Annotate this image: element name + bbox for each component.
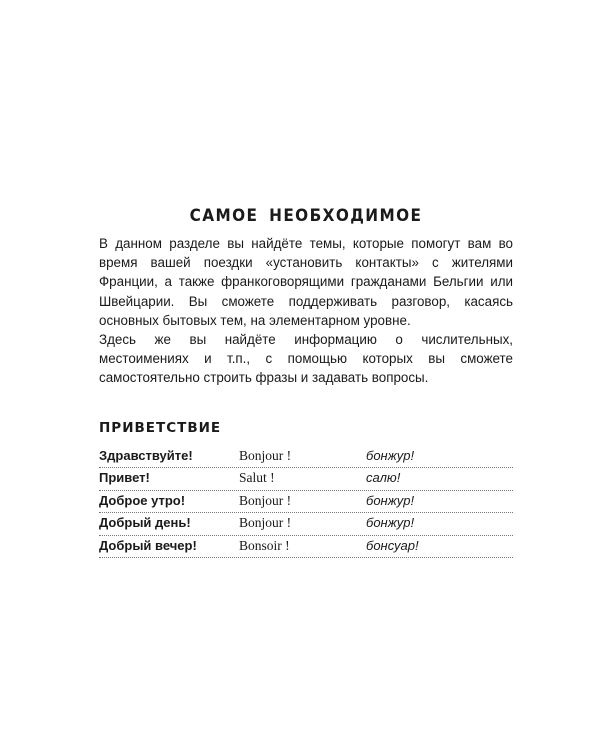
transcription: бонсуар! — [366, 537, 419, 553]
intro-paragraph: Здесь же вы найдёте информацию о числительных, местоимениях и т.п., с помощью которых вы сможете самостоятельно строить фразы и задавать вопросы. — [99, 332, 513, 386]
french-phrase: Bonjour ! — [239, 515, 292, 531]
russian-phrase: Добрый вечер! — [99, 537, 197, 553]
phrase-row — [99, 468, 513, 491]
french-phrase: Salut ! — [239, 470, 275, 486]
transcription: салю! — [366, 470, 401, 486]
french-phrase: Bonsoir ! — [239, 537, 290, 553]
russian-phrase: Привет! — [99, 470, 150, 486]
transcription: бонжур! — [366, 447, 415, 463]
russian-phrase: Доброе утро! — [99, 492, 186, 508]
section-title: САМОЕ НЕОБХОДИМОЕ — [189, 206, 423, 226]
page-content — [99, 205, 513, 558]
intro-paragraph: В данном разделе вы найдёте темы, которые помогут вам во время вашей поездки «установить контакты» с жителями Франции, а также франкоговорящими гражданами Бельгии или Швейцарии. Вы сможете поддерживать разговор, касаясь основных бытовых тем, на элементарном уровне. — [99, 236, 513, 328]
phrase-table — [99, 446, 513, 559]
phrase-row — [99, 536, 513, 559]
phrase-row — [99, 491, 513, 514]
transcription: бонжур! — [366, 515, 415, 531]
transcription: бонжур! — [366, 492, 415, 508]
french-phrase: Bonjour ! — [239, 492, 292, 508]
phrase-row — [99, 513, 513, 536]
phrase-row — [99, 446, 513, 469]
greetings-heading: ПРИВЕТСТВИЕ — [99, 419, 222, 436]
french-phrase: Bonjour ! — [239, 447, 292, 463]
russian-phrase: Добрый день! — [99, 515, 191, 531]
russian-phrase: Здравствуйте! — [99, 447, 193, 463]
